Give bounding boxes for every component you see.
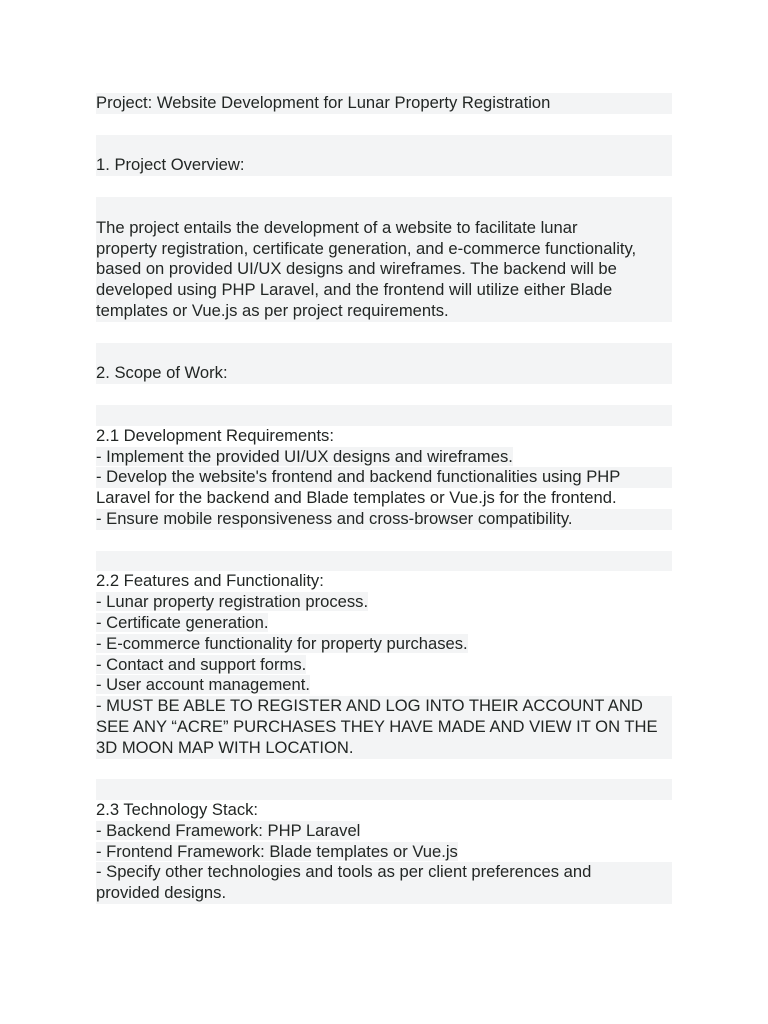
document-title: Project: Website Development for Lunar Property Registration [96, 93, 672, 114]
spacer-shaded [96, 779, 672, 800]
dev-requirement-item: - Implement the provided UI/UX designs and wireframes. [96, 446, 513, 466]
tech-stack-item: provided designs. [96, 883, 672, 904]
scope-heading: 2. Scope of Work: [96, 363, 672, 384]
overview-paragraph-line: based on provided UI/UX designs and wireframes. The backend will be [96, 259, 672, 280]
spacer [96, 114, 672, 135]
spacer-shaded [96, 135, 672, 156]
tech-stack-item: - Frontend Framework: Blade templates or Vue.js [96, 841, 458, 861]
spacer-shaded [96, 551, 672, 572]
spacer-shaded [96, 343, 672, 364]
dev-requirement-item: Laravel for the backend and Blade templates or Vue.js for the frontend. [96, 488, 617, 508]
dev-requirements-heading: 2.1 Development Requirements: [96, 425, 334, 445]
spacer-shaded [96, 405, 672, 426]
features-heading: 2.2 Features and Functionality: [96, 571, 324, 591]
overview-paragraph-line: The project entails the development of a website to facilitate lunar [96, 218, 672, 239]
overview-paragraph-line: templates or Vue.js as per project requirements. [96, 301, 672, 322]
feature-item: - E-commerce functionality for property purchases. [96, 633, 468, 653]
overview-heading: 1. Project Overview: [96, 155, 672, 176]
tech-stack-item: - Backend Framework: PHP Laravel [96, 820, 361, 840]
spacer [96, 322, 672, 343]
document-body [96, 93, 672, 904]
feature-item: - Lunar property registration process. [96, 592, 369, 612]
spacer-shaded [96, 197, 672, 218]
feature-item: - MUST BE ABLE TO REGISTER AND LOG INTO THEIR ACCOUNT AND [96, 696, 672, 717]
feature-item: - Certificate generation. [96, 612, 269, 632]
feature-item: SEE ANY “ACRE” PURCHASES THEY HAVE MADE AND VIEW IT ON THE [96, 717, 672, 738]
spacer [96, 530, 672, 551]
dev-requirement-item: - Develop the website's frontend and backend functionalities using PHP [96, 467, 672, 488]
spacer [96, 759, 672, 780]
overview-paragraph-line: developed using PHP Laravel, and the frontend will utilize either Blade [96, 280, 672, 301]
dev-requirement-item: - Ensure mobile responsiveness and cross-browser compatibility. [96, 509, 672, 530]
tech-stack-heading: 2.3 Technology Stack: [96, 800, 259, 820]
tech-stack-item: - Specify other technologies and tools as per client preferences and [96, 862, 672, 883]
feature-item: 3D MOON MAP WITH LOCATION. [96, 738, 672, 759]
spacer [96, 176, 672, 197]
feature-item: - Contact and support forms. [96, 654, 307, 674]
feature-item: - User account management. [96, 675, 310, 695]
overview-paragraph-line: property registration, certificate generation, and e-commerce functionality, [96, 239, 672, 260]
spacer [96, 384, 672, 405]
